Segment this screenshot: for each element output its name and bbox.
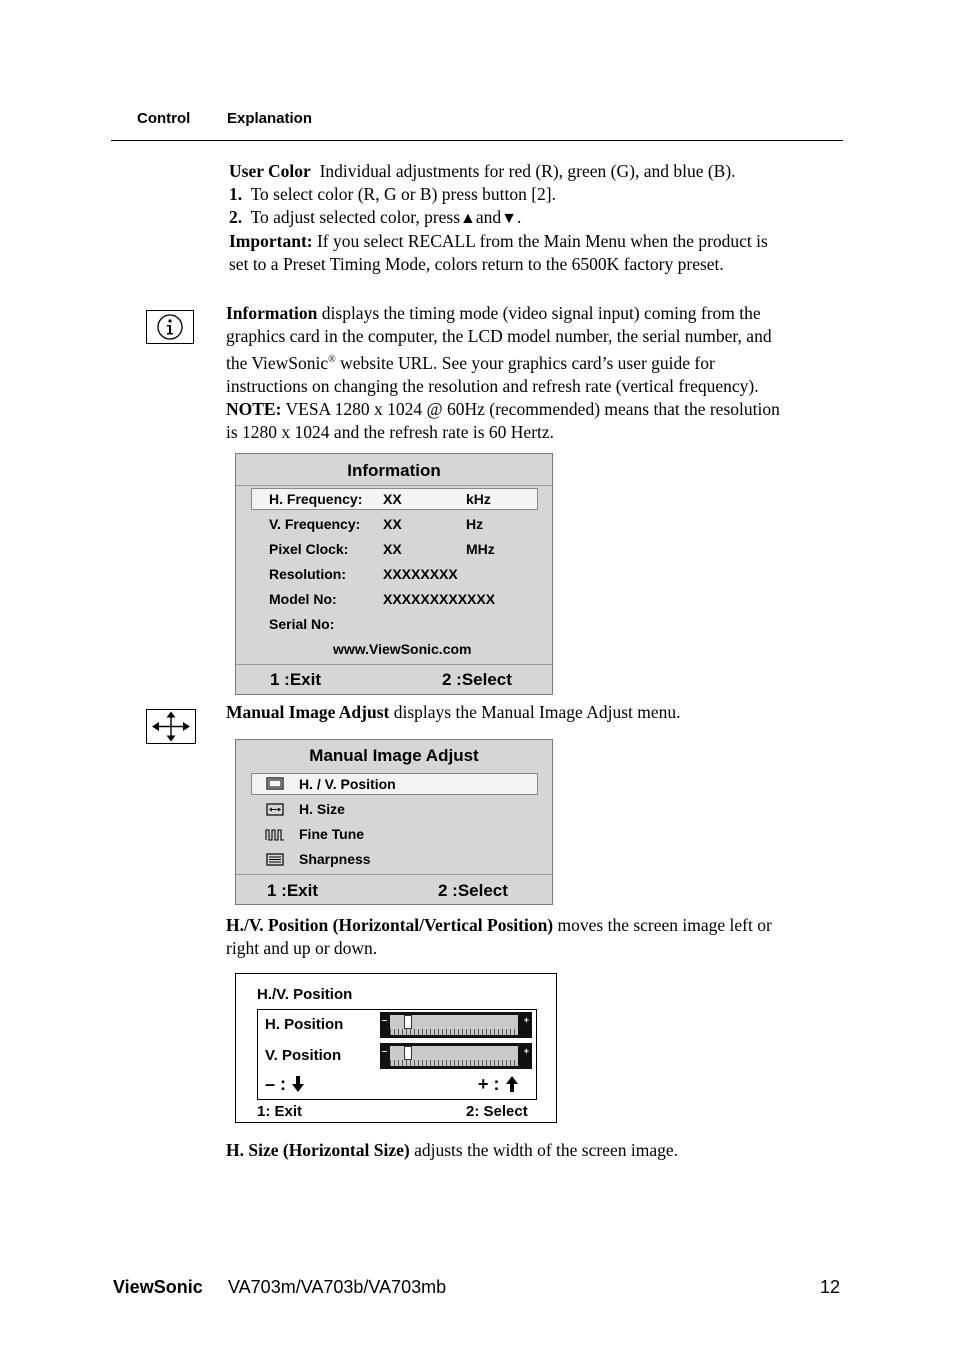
info-row-unit: Hz (466, 516, 484, 532)
info-osd-foot-rule (236, 664, 552, 665)
step-2-and: and (475, 207, 502, 227)
minus-hint (265, 1074, 305, 1095)
information-section (226, 302, 846, 444)
hv-osd-title: H./V. Position (257, 986, 353, 1003)
manual-adjust-desc: displays the Manual Image Adjust menu. (393, 702, 681, 722)
mia-osd-select: 2 :Select (438, 881, 508, 900)
step-2-end: . (517, 207, 522, 227)
h-slider-ticks (390, 1029, 518, 1035)
information-line-1: displays the timing mode (video signal input) coming from the (321, 303, 761, 323)
minus-hint-label: – : (265, 1074, 287, 1094)
v-slider-track (390, 1046, 518, 1066)
info-row-value: XX (383, 491, 402, 507)
information-line-3a: the ViewSonic (226, 352, 329, 373)
manual-adjust-term: Manual Image Adjust (226, 702, 390, 722)
mia-item-fine-tune: Fine Tune (299, 826, 365, 842)
footer-model: VA703m/VA703b/VA703mb (228, 1277, 447, 1297)
v-slider-minus: – (382, 1046, 388, 1056)
information-line-2: graphics card in the computer, the LCD model number, the serial number, and (226, 326, 772, 346)
h-size-desc: adjusts the width of the screen image. (414, 1140, 678, 1160)
four-arrow-move-icon (146, 709, 196, 744)
step-2-text: To adjust selected color, press (250, 207, 461, 227)
user-color-section (229, 160, 849, 276)
h-size-section (226, 1139, 846, 1162)
down-triangle-icon: ▼ (501, 210, 518, 227)
hv-position-osd (235, 973, 557, 1123)
h-position-label: H. Position (265, 1016, 344, 1033)
user-color-intro: Individual adjustments for red (R), green (G), and blue (B). (319, 161, 736, 181)
mia-osd-foot-rule (236, 874, 552, 875)
hv-osd-select: 2: Select (466, 1103, 528, 1120)
information-line-3b: website URL. See your graphics card’s user guide for (335, 352, 715, 373)
user-color-term: User Color (229, 161, 311, 181)
h-slider-plus: + (523, 1015, 529, 1025)
info-row-label: Serial No: (269, 616, 335, 632)
info-osd-url: www.ViewSonic.com (333, 641, 472, 657)
h-slider-minus: – (382, 1015, 388, 1025)
info-osd-title-rule (236, 485, 552, 486)
info-row-label: H. Frequency: (269, 491, 363, 507)
info-row-label: Pixel Clock: (269, 541, 349, 557)
info-row-unit: kHz (466, 491, 491, 507)
info-osd-exit: 1 :Exit (270, 670, 322, 689)
v-slider-ticks (390, 1060, 518, 1066)
h-slider-knob[interactable] (404, 1015, 412, 1029)
manual-image-adjust-osd (235, 739, 553, 905)
plus-hint (478, 1074, 519, 1095)
hv-position-line-2: right and up or down. (226, 938, 378, 958)
step-2-number: 2. (229, 207, 243, 227)
info-osd-title: Information (347, 461, 441, 480)
info-osd-select: 2 :Select (442, 670, 512, 689)
mia-item-sharpness: Sharpness (299, 851, 371, 867)
h-slider-track (390, 1015, 518, 1035)
info-row-label: Model No: (269, 591, 337, 607)
hsize-icon (266, 803, 284, 821)
information-line-4: instructions on changing the resolution and refresh rate (vertical frequency). (226, 375, 759, 396)
info-row-value: XX (383, 516, 402, 532)
footer-brand: ViewSonic (113, 1277, 203, 1297)
info-row-label: V. Frequency: (269, 516, 361, 532)
v-position-label: V. Position (265, 1047, 342, 1064)
step-1-number: 1. (229, 184, 243, 204)
info-row-value: XXXXXXXX (383, 566, 458, 582)
note-line-1: VESA 1280 x 1024 @ 60Hz (recommended) means that the resolution (285, 398, 780, 419)
sharpness-icon (266, 853, 284, 871)
down-arrow-icon (291, 1074, 305, 1094)
note-line-2: is 1280 x 1024 and the refresh rate is 60 Hertz. (226, 421, 555, 442)
mia-osd-title: Manual Image Adjust (309, 746, 479, 765)
info-row-label: Resolution: (269, 566, 346, 582)
hv-position-line-1: moves the screen image left or (557, 915, 772, 935)
mia-osd-exit: 1 :Exit (267, 881, 319, 900)
header-rule (111, 140, 843, 141)
info-row-value: XX (383, 541, 402, 557)
footer-page-number: 12 (820, 1277, 841, 1297)
information-term: Information (226, 303, 318, 323)
mia-item-hsize: H. Size (299, 801, 345, 817)
v-position-slider[interactable] (380, 1043, 532, 1069)
column-header-control: Control (137, 110, 191, 127)
fine-tune-icon (265, 828, 285, 846)
plus-hint-label: + : (478, 1074, 500, 1094)
v-slider-knob[interactable] (404, 1046, 412, 1060)
manual-adjust-section (226, 701, 846, 724)
step-1-text: To select color (R, G or B) press button [2]. (250, 184, 557, 204)
note-label: NOTE: (226, 398, 282, 419)
up-arrow-icon (505, 1074, 519, 1094)
hv-position-term: H./V. Position (Horizontal/Vertical Position) (226, 915, 554, 935)
info-row-unit: MHz (466, 541, 495, 557)
important-line-2: set to a Preset Timing Mode, colors return to the 6500K factory preset. (229, 254, 724, 274)
hv-osd-exit: 1: Exit (257, 1103, 303, 1120)
h-position-slider[interactable] (380, 1012, 532, 1038)
column-header-explanation: Explanation (227, 110, 313, 127)
info-row-value: XXXXXXXXXXXX (383, 591, 496, 607)
position-icon (266, 777, 284, 795)
important-label: Important: (229, 231, 313, 251)
hv-position-section (226, 914, 846, 960)
important-line-1: If you select RECALL from the Main Menu when the product is (316, 231, 768, 251)
v-slider-plus: + (523, 1046, 529, 1056)
information-icon (146, 310, 194, 344)
h-size-term: H. Size (Horizontal Size) (226, 1140, 410, 1160)
mia-item-position: H. / V. Position (299, 776, 396, 792)
up-triangle-icon: ▲ (460, 210, 476, 227)
registered-mark: ® (328, 354, 336, 365)
hv-osd-inner-box (257, 1009, 537, 1100)
information-osd (235, 453, 553, 695)
